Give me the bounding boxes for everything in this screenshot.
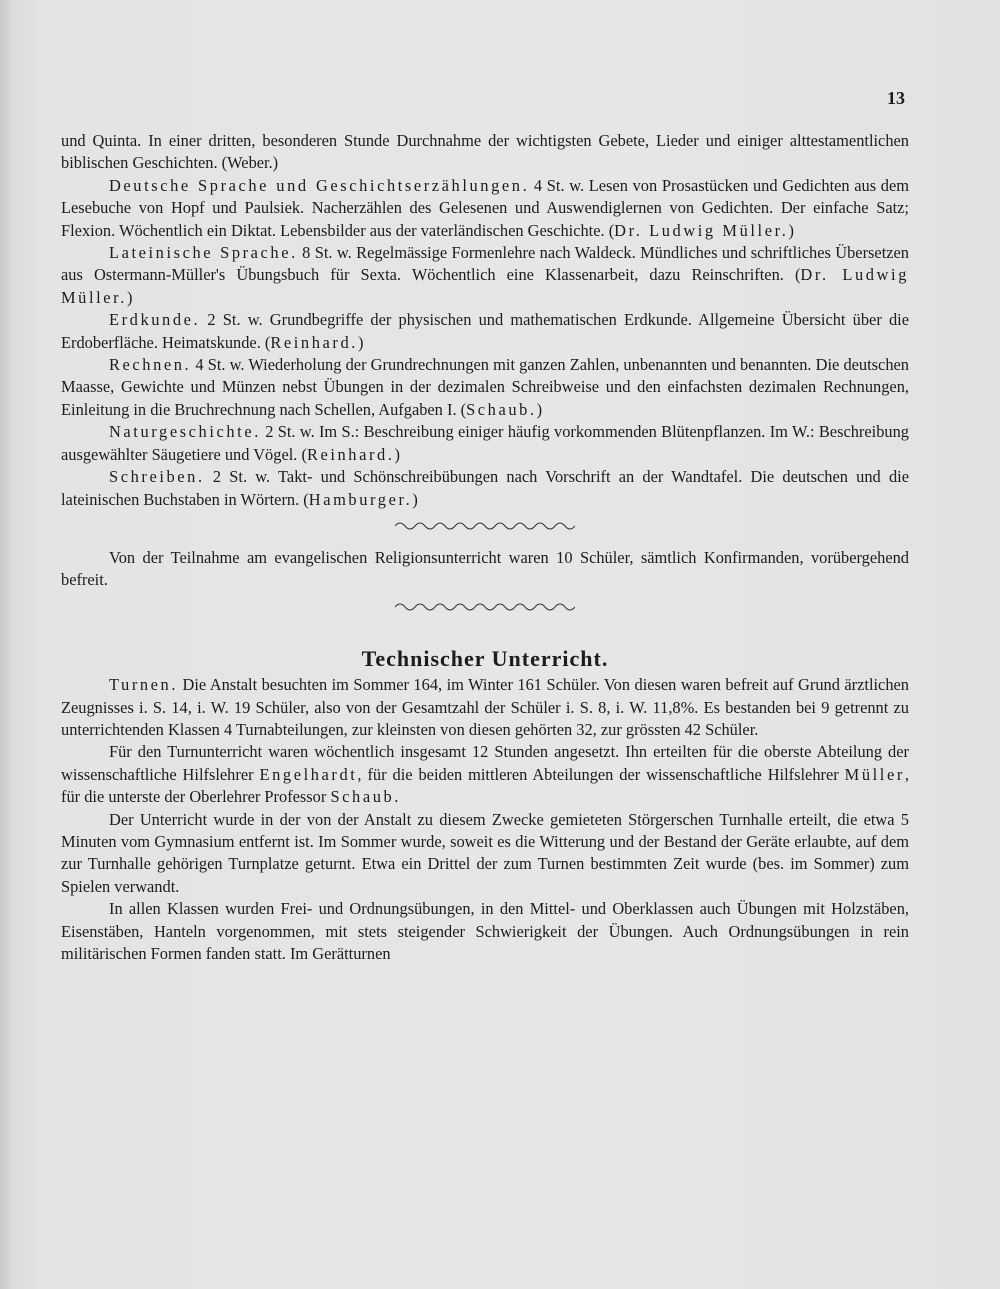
turnlehrer-text-b: , für die beiden mittleren Abteilungen der wissenschaftliche Hilfslehrer [357, 764, 845, 784]
paragraph-natur [61, 421, 909, 466]
natur-close: ) [394, 444, 400, 464]
paragraph-deutsch [61, 175, 909, 242]
body-text [61, 130, 909, 965]
latein-text: 8 St. w. Regelmässige Formenlehre nach Waldeck. Mündliches und schriftliches Übersetzen aus Ostermann-Müller's Übungsbuch für Sexta. Wöchentlich eine Klassenarbeit, dazu Reinschriften. ( [61, 243, 909, 285]
teacher-latein: Dr. Ludwig Müller. [61, 265, 909, 307]
paragraph-latein [61, 242, 909, 309]
deutsch-text: 4 St. w. Lesen von Prosastücken und Gedichten aus dem Lesebuche von Hopf und Paulsiek. Nacherzählen des Gelesenen und Auswendiglernen von Gedichten. Der einfache Satz; Flexion. Wöchentlich ein Diktat. Lebensbilder aus der vaterländischen Geschichte. ( [61, 175, 909, 240]
turnlehrer-text-a: Für den Turnunterricht waren wöchentlich insgesamt 12 Stunden angesetzt. Ihn erteilten für die oberste Abteilung der wissenschaftliche Hilfslehrer [61, 742, 909, 784]
teacher-mueller: Müller [844, 764, 905, 784]
teacher-engelhardt: Engelhardt [259, 764, 358, 784]
rechnen-text: 4 St. w. Wiederholung der Grundrechnungen mit ganzen Zahlen, unbenannten und benannten. Die deutschen Maasse, Gewichte und Münzen nebst Übungen in der dezimalen Schreibweise und den einfachsten dezimalen Rechnungen, Einleitung in die Bruchrechnung nach Schellen, Aufgaben I. ( [61, 355, 909, 419]
paragraph-schreiben [61, 466, 909, 511]
wavy-separator-1 [61, 519, 909, 539]
teacher-schreiben: Hamburger. [308, 489, 413, 509]
natur-text: 2 St. w. Im S.: Beschreibung einiger häufig vorkommenden Blütenpflanzen. Im W.: Beschreibung ausgewählter Säugetiere und Vögel. ( [61, 422, 909, 464]
teacher-natur: Reinhard. [306, 444, 395, 464]
subject-natur: Naturgeschichte. [109, 422, 261, 442]
rechnen-close: ) [536, 399, 543, 419]
subject-schreiben: Schreiben. [109, 467, 205, 487]
teacher-schaub: Schaub [330, 787, 395, 807]
section-title: Technischer Unterricht. [361, 645, 609, 671]
page-number: 13 [887, 88, 905, 108]
turnlehrer-text-c: , für die unterste der Oberlehrer Professor [61, 764, 909, 807]
subject-rechnen: Rechnen. [109, 355, 192, 375]
subject-latein: Lateinische Sprache. [109, 243, 298, 263]
subject-erdkunde: Erdkunde. [109, 310, 201, 330]
paragraph-rechnen [61, 354, 909, 421]
turnen-text: Die Anstalt besuchten im Sommer 164, im Winter 161 Schüler. Von diesen waren befreit auf Grund ärztlichen Zeugnisses i. S. 14, i. W. 19 Schüler, also von der Gesamtzahl der Schüler i. S. 8, i. W. 11,8%. Es bestanden bei 9 getrennt zu unterrichtenden Klassen 4 Turnabteilungen, zur kleinsten von diesen gehörten 32, zur grössten 42 Schüler. [61, 675, 909, 739]
latein-close: ) [127, 287, 133, 307]
subject-turnen: Turnen. [109, 675, 179, 695]
schreiben-close: ) [412, 489, 418, 509]
paragraph-uebungen: In allen Klassen wurden Frei- und Ordnungsübungen, in den Mittel- und Oberklassen auch Übungen mit Holzstäben, Eisenstäben, Hanteln vorgenommen, mit stets steigender Schwierigkeit der Übungen. Auch Ordnungsübungen in rein militärischen Formen fanden statt. Im Gerätturnen [61, 899, 909, 963]
teacher-rechnen: Schaub. [466, 399, 537, 419]
erdkunde-text: 2 St. w. Grundbegriffe der physischen und mathematischen Erdkunde. Allgemeine Übersicht über die Erdoberfläche. Heimatskunde. ( [61, 310, 909, 352]
paragraph-religion-end: und Quinta. In einer dritten, besonderen Stunde Durchnahme der wichtigsten Gebete, Lieder und einiger alttestamentlichen biblischen Geschichten. (Weber.) [61, 131, 909, 173]
erdkunde-close: ) [357, 332, 364, 352]
paragraph-turnen [61, 674, 909, 741]
paragraph-befreiung: Von der Teilnahme am evangelischen Religionsunterricht waren 10 Schüler, sämtlich Konfirmanden, vorübergehend befreit. [61, 547, 909, 590]
paragraph-erdkunde [61, 309, 909, 354]
deutsch-close: ) [788, 220, 794, 240]
turnlehrer-text-d: . [394, 787, 399, 807]
schreiben-text: 2 St. w. Takt- und Schönschreibübungen nach Vorschrift an der Wandtafel. Die deutschen und die lateinischen Buchstaben in Wörtern. ( [61, 467, 909, 509]
paragraph-turnhalle: Der Unterricht wurde in der von der Anstalt zu diesem Zwecke gemieteten Störgerschen Turnhalle erteilt, die etwa 5 Minuten vom Gymnasium entfernt ist. Im Sommer wurde, soweit es die Witterung und der Bestand der Geräte erlaubte, auf dem zur Turnhalle gehörigen Turnplatze geturnt. Etwa ein Drittel der zum Turnen bestimmten Zeit wurde (bes. im Sommer) zum Spielen verwandt. [61, 809, 909, 896]
paragraph-turnlehrer [61, 741, 909, 808]
subject-deutsch: Deutsche Sprache und Geschichtserzählungen. [109, 175, 530, 195]
wavy-separator-2 [61, 600, 909, 620]
teacher-erdkunde: Reinhard. [270, 332, 358, 352]
teacher-deutsch: Dr. Ludwig Müller. [614, 220, 789, 240]
